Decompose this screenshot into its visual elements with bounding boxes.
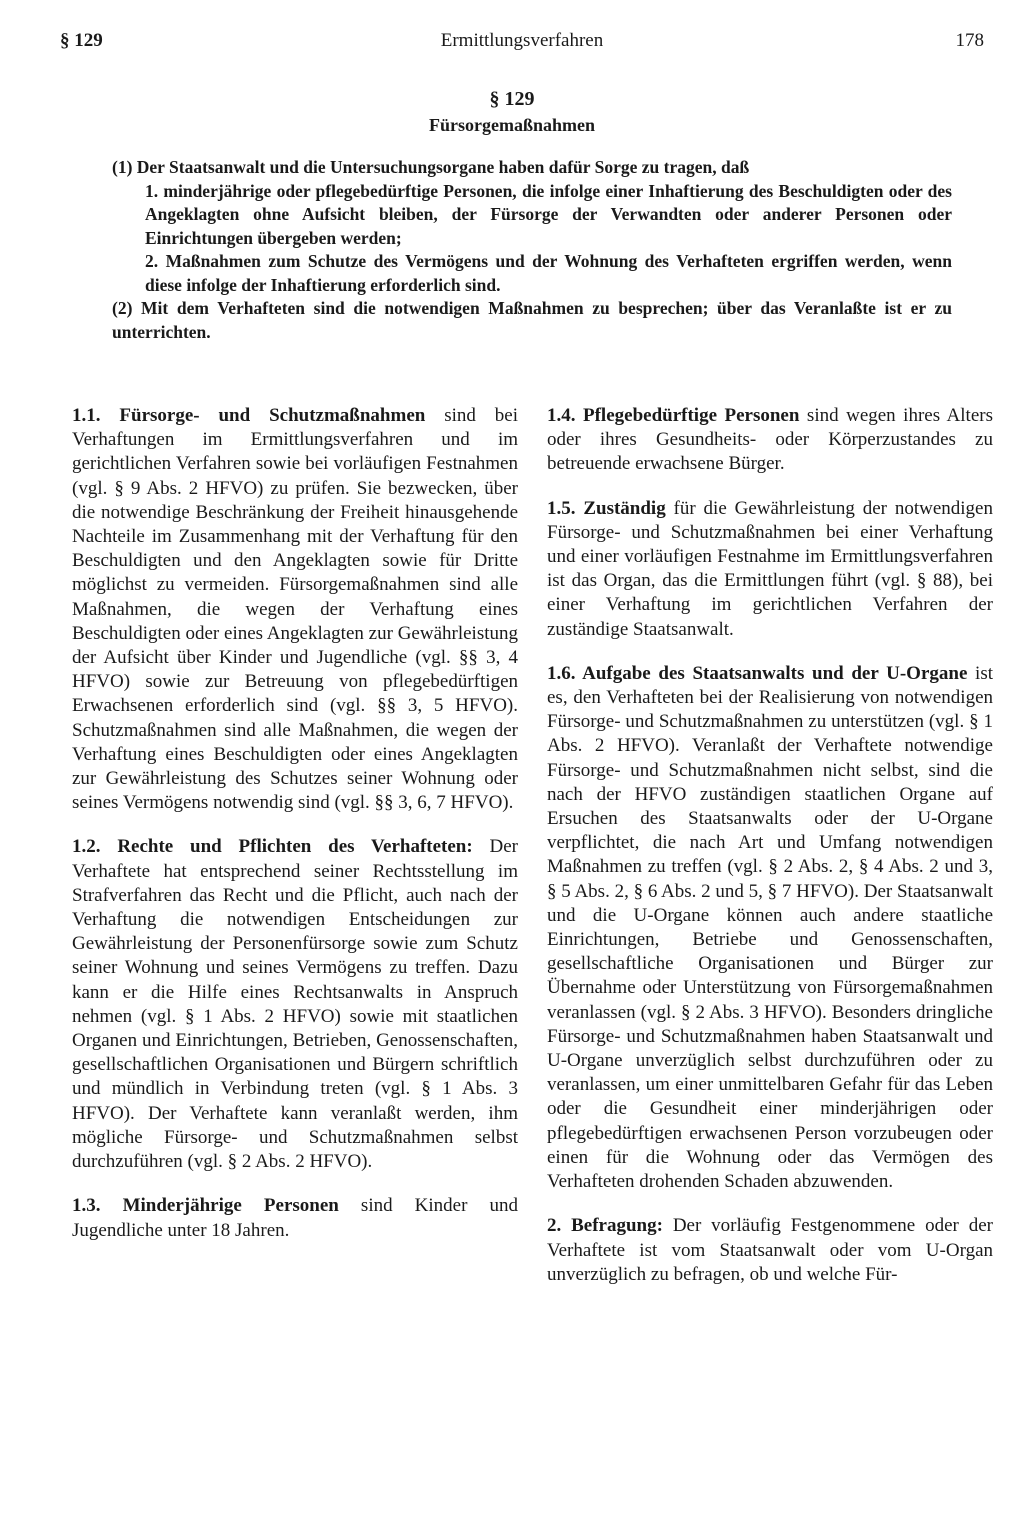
commentary-paragraph <box>72 1194 518 1242</box>
commentary-left-column <box>72 404 518 1263</box>
commentary-paragraph <box>547 1214 993 1287</box>
commentary-paragraph <box>547 662 993 1194</box>
commentary-right-column <box>547 404 993 1307</box>
commentary-lead: 2. Befragung: <box>547 1215 663 1237</box>
commentary-text: Der Verhaftete hat entsprechend seiner Rechtsstellung im Strafverfahren das Recht und die Pflicht, auch nach der Verhaftung die notwendigen Entscheidungen zur Gewährleistung der Personenfürsorge sowie zum Schutz seiner Wohnung und seines Vermögens zu treffen. Dazu kann er die Hilfe eines Rechtsanwalts in Anspruch nehmen (vgl. § 1 Abs. 2 HFVO) sowie mit staatlichen Organen und Einrichtungen, Betrieben, Genossenschaften, gesellschaftlichen Organisationen und Bürgern schriftlich und mündlich in Verbindung treten (vgl. § 1 Abs. 3 HFVO). Der Verhaftete kann veranlaßt werden, ihm mögliche Fürsorge- und Schutzmaßnahmen selbst durchzuführen (vgl. § 2 Abs. 2 HFVO). <box>72 836 518 1173</box>
commentary-paragraph <box>72 404 518 815</box>
commentary-text: Der vorläufig Festgenommene oder der Verhaftete ist vom Staatsanwalt oder vom U-Organ unverzüglich zu befragen, ob und welche Für- <box>547 1215 993 1285</box>
law-paragraph-2: (2) Mit dem Verhafteten sind die notwendigen Maßnahmen zu besprechen; über das Veranlaßte ist er zu unterrichten. <box>112 298 952 342</box>
commentary-lead: 1.5. Zuständig <box>547 497 666 519</box>
running-header <box>60 30 984 60</box>
commentary-lead: 1.4. Pflegebedürftige Personen <box>547 405 800 426</box>
law-paragraph-1-intro: (1) Der Staatsanwalt und die Untersuchungsorgane haben dafür Sorge zu tragen, daß <box>112 157 750 177</box>
law-item-2: 2. Maßnahmen zum Schutze des Vermögens und der Wohnung des Verhafteten ergriffen werden, wenn diese infolge der Inhaftierung erforderlich sind. <box>145 251 952 295</box>
commentary-text: sind bei Verhaftungen im Ermittlungsverfahren und im gerichtlichen Verfahren sowie bei vorläufigen Festnahmen (vgl. § 9 Abs. 2 HFVO) zu prüfen. Sie bezwecken, über die notwendige Beschränkung der Freiheit hinausgehende Nachteile im Zusammenhang mit der Verhaftung für den Beschuldigten und den Angeklagten sowie für Dritte möglichst zu vermeiden. Fürsorgemaßnahmen sind alle Maßnahmen, die wegen der Verhaftung eines Beschuldigten oder eines Angeklagten zur Gewährleistung der Aufsicht über Kinder und Jugendliche (vgl. §§ 3, 4 HFVO) sowie zur Betreuung von pflegebedürftigen Erwachsenen erforderlich sind (vgl. §§ 3, 5 HFVO). Schutzmaßnahmen sind alle Maßnahmen, die wegen der Verhaftung eines Beschuldigten oder eines Angeklagten zur Gewährleistung des Schutzes seiner Wohnung oder seines Vermögens notwendig sind (vgl. §§ 3, 6, 7 HFVO). <box>72 405 518 814</box>
commentary-paragraph <box>547 497 993 642</box>
commentary-lead: 1.6. Aufgabe des Staatsanwalts und der U-Organe <box>547 662 968 684</box>
law-text <box>112 156 952 344</box>
header-chapter-title: Ermittlungsverfahren <box>440 30 604 51</box>
commentary-lead: 1.2. Rechte und Pflichten des Verhafteten: <box>72 836 473 858</box>
law-section-title: Fürsorgemaßnahmen <box>429 115 595 135</box>
law-item-1: 1. minderjährige oder pflegebedürftige Personen, die infolge einer Inhaftierung des Beschuldigten oder des Angeklagten ohne Aufsicht bleiben, der Fürsorge der Verwandten oder anderer Personen oder Einrichtungen übergeben werden; <box>145 180 952 248</box>
page-number: 178 <box>955 30 984 51</box>
commentary-text: für die Gewährleistung der notwendigen Fürsorge- und Schutzmaßnahmen bei einer Verhaftung und einer vorläufigen Festnahme im Ermittlungsverfahren ist das Organ, das die Ermittlungen führt (vgl. § 88), bei einer Verhaftung im gerichtlichen Verfahren der zuständige Staatsanwalt. <box>547 497 993 640</box>
commentary-paragraph <box>72 835 518 1174</box>
commentary-paragraph <box>547 404 993 477</box>
commentary-text: sind Kinder und Jugendliche unter 18 Jahren. <box>72 1195 519 1241</box>
header-section-ref: § 129 <box>60 30 103 51</box>
commentary-text: ist es, den Verhafteten bei der Realisierung von notwendigen Fürsorge- und Schutzmaßnahmen zu unterstützen (vgl. § 1 Abs. 2 HFVO). Veranlaßt der Verhaftete notwendige Fürsorge- und Schutzmaßnahmen nicht selbst, sind die nach der HFVO zuständigen staatlichen Organe auf Ersuchen des Staatsanwalts oder der U-Organe verpflichtet, die nach Art und Umfang notwendigen Maßnahmen zu treffen (vgl. § 2 Abs. 2, § 4 Abs. 2 und 3, § 5 Abs. 2, § 6 Abs. 2 und 5, § 7 HFVO). Der Staatsanwalt und die U-Organe können auch andere staatliche Einrichtungen, Betriebe und Genossenschaften, gesellschaftliche Organisationen und Bürger zur Übernahme oder Unterstützung von Fürsorgemaßnahmen veranlassen (vgl. § 2 Abs. 3 HFVO). Besonders dringliche Fürsorge- und Schutzmaßnahmen haben Staatsanwalt und U-Organe unverzüglich selbst durchzuführen oder zu veranlassen, um einer unmittelbaren Gefahr für das Leben oder die Gesundheit einer minderjährigen oder pflegebedürftigen erwachsenen Person vorzubeugen oder einen für die Wohnung oder das Vermögen des Verhafteten drohenden Schaden abzuwenden. <box>547 662 994 1193</box>
commentary-lead: 1.3. Minderjährige Personen <box>72 1195 339 1217</box>
commentary-lead: 1.1. Fürsorge- und Schutzmaßnahmen <box>72 405 426 426</box>
law-section-number: § 129 <box>489 88 535 110</box>
commentary-text: sind wegen ihres Alters oder ihres Gesundheits- oder Körperzustandes zu betreuende erwachsene Bürger. <box>547 405 993 475</box>
law-heading <box>0 86 1024 138</box>
